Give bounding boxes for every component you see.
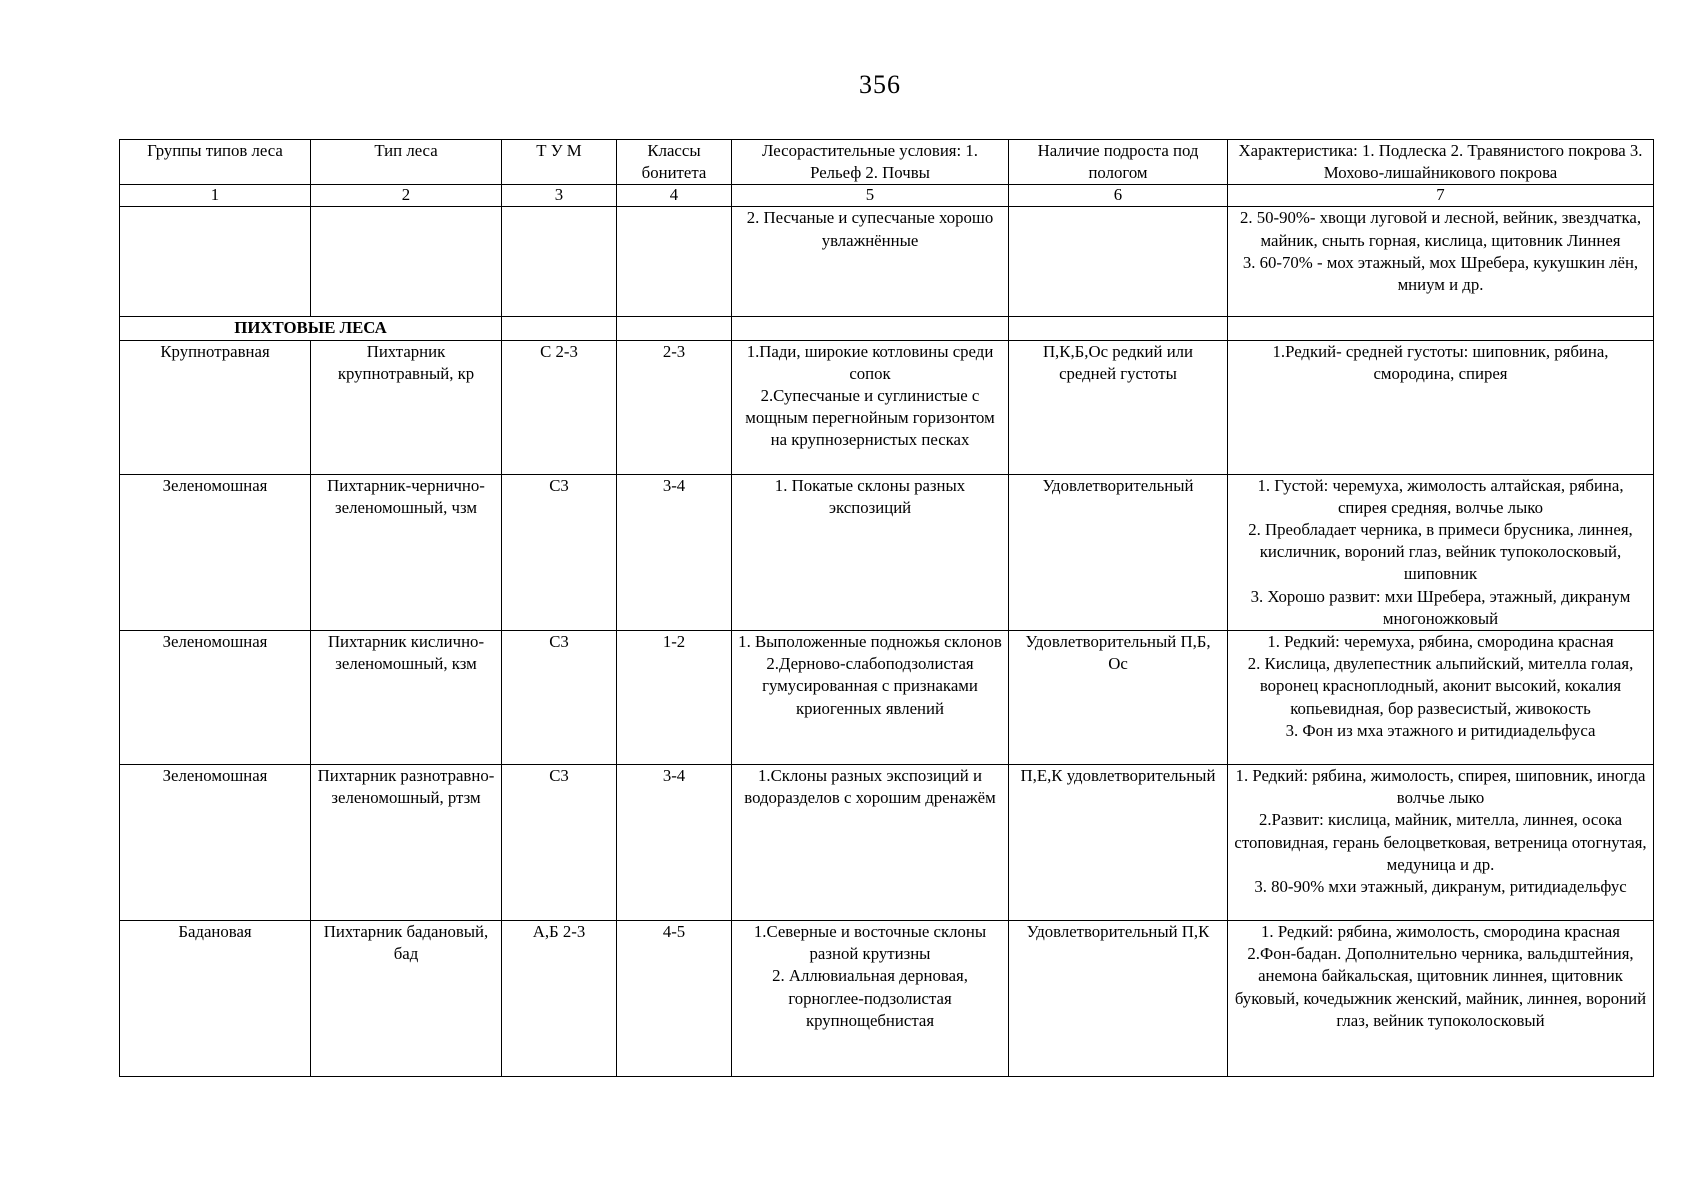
column-number-row: [120, 185, 1654, 207]
cell-group: Крупнотравная: [120, 340, 311, 474]
cell-line: 2.Супесчаные и суглинистые с мощным перегнойным горизонтом на крупнозернистых песках: [745, 386, 995, 450]
cell-group: Зеленомошная: [120, 474, 311, 630]
cell-conditions: [732, 765, 1009, 921]
cell-line: 1. Редкий: рябина, жимолость, спирея, шиповник, иногда волчье лыко: [1235, 766, 1646, 808]
cell-undergrowth: П,Е,К удовлетворительный: [1009, 765, 1228, 921]
column-number: 3: [502, 185, 617, 207]
header-cell-group: Группы типов леса: [120, 140, 311, 185]
cell-type: Пихтарник крупнотравный, кр: [311, 340, 502, 474]
cell-characteristics: [1228, 631, 1654, 765]
table-cell: [502, 207, 617, 317]
cell-tum: С3: [502, 765, 617, 921]
column-number: 6: [1009, 185, 1228, 207]
cell-undergrowth: П,К,Б,Ос редкий или средней густоты: [1009, 340, 1228, 474]
section-cell: [120, 317, 502, 340]
cell-characteristics: [1228, 765, 1654, 921]
cell-group: Зеленомошная: [120, 765, 311, 921]
table-cell: [732, 317, 1009, 340]
cell-type: Пихтарник-чернично-зеленомошный, чзм: [311, 474, 502, 630]
cell-line: 2. 50-90%- хвощи луговой и лесной, вейник, звездчатка, майник, сныть горная, кислица, щитовник Линнея: [1239, 208, 1642, 250]
cell-tum: С3: [502, 474, 617, 630]
table-row: [120, 340, 1654, 474]
header-cell-tum: Т У М: [502, 140, 617, 185]
cell-bonitet: 4-5: [617, 921, 732, 1077]
table-row: [120, 631, 1654, 765]
cell-undergrowth: Удовлетворительный П,Б, Ос: [1009, 631, 1228, 765]
section-title: ПИХТОВЫЕ ЛЕСА: [234, 318, 387, 338]
cell-characteristics: [1228, 340, 1654, 474]
cell-line: 2. Кислица, двулепестник альпийский, мителла голая, воронец красноплодный, аконит высокий, кокалия копьевидная, бор развесистый, живокость: [1247, 654, 1634, 718]
cell-line: 2. Аллювиальная дерновая, горноглее-подзолистая крупнощебнистая: [772, 966, 968, 1030]
page-number: 356: [859, 70, 901, 99]
column-number: 2: [311, 185, 502, 207]
cell-bonitet: 2-3: [617, 340, 732, 474]
cell-line: 3. Фон из мха этажного и ритидиадельфуса: [1285, 720, 1596, 740]
cell-line: 3. Хорошо развит: мхи Шребера, этажный, дикранум многоножковый: [1250, 586, 1631, 628]
cell-line: 1.Редкий- средней густоты: шиповник, рябина, смородина, спирея: [1272, 341, 1609, 383]
table-cell: [617, 317, 732, 340]
cell-line: 3. 80-90% мхи этажный, дикранум, ритидиадельфус: [1254, 877, 1627, 897]
cell-conditions: [732, 631, 1009, 765]
cell-group: Бадановая: [120, 921, 311, 1077]
table-row: [120, 474, 1654, 630]
table-cell: [311, 207, 502, 317]
cell-line: 1.Склоны разных экспозиций и водоразделов с хорошим дренажём: [744, 766, 996, 808]
cell-type: Пихтарник бадановый, бад: [311, 921, 502, 1077]
table-cell: [1009, 207, 1228, 317]
cell-group: Зеленомошная: [120, 631, 311, 765]
cell-conditions: [732, 340, 1009, 474]
cell-line: 1. Выположенные подножья склонов: [738, 632, 1002, 652]
header-cell-characteristics: Характеристика: 1. Подлеска 2. Травянистого покрова 3. Мохово-лишайникового покрова: [1228, 140, 1654, 185]
column-number: 1: [120, 185, 311, 207]
header-cell-undergrowth: Наличие подроста под пологом: [1009, 140, 1228, 185]
table-cell: [617, 207, 732, 317]
column-number: 7: [1228, 185, 1654, 207]
cell-tum: А,Б 2-3: [502, 921, 617, 1077]
header-cell-bonitet: Классы бонитета: [617, 140, 732, 185]
table-row: [120, 765, 1654, 921]
cell-undergrowth: Удовлетворительный П,К: [1009, 921, 1228, 1077]
cell-line: 1. Редкий: рябина, жимолость, смородина красная: [1261, 922, 1620, 942]
cell-tum: С3: [502, 631, 617, 765]
cell-line: 2.Фон-бадан. Дополнительно черника, вальдштейния, анемона байкальская, щитовник линнея, щитовник буковый, кочедыжник женский, майник, линнея, вороний глаз, вейник тупоколосковый: [1234, 944, 1647, 1030]
cell-line: 1.Пади, широкие котловины среди сопок: [746, 341, 994, 383]
header-cell-type: Тип леса: [311, 140, 502, 185]
cell-type: Пихтарник разнотравно-зеленомошный, ртзм: [311, 765, 502, 921]
column-number: 4: [617, 185, 732, 207]
cell-bonitet: 3-4: [617, 765, 732, 921]
cell-line: 1. Покатые склоны разных экспозиций: [774, 475, 966, 517]
header-cell-conditions: Лесорастительные условия: 1. Рельеф 2. Почвы: [732, 140, 1009, 185]
cell-line: 1. Редкий: черемуха, рябина, смородина красная: [1267, 632, 1614, 652]
cell-type: Пихтарник кислично-зеленомошный, кзм: [311, 631, 502, 765]
cell-line: 2. Преобладает черника, в примеси брусника, линнея, кисличник, вороний глаз, вейник тупоколосковый, шиповник: [1248, 520, 1633, 584]
table-cell: 2. Песчаные и супесчаные хорошо увлажнённые: [732, 207, 1009, 317]
cell-line: 1.Северные и восточные склоны разной крутизны: [753, 922, 987, 964]
column-number: 5: [732, 185, 1009, 207]
cell-conditions: [732, 921, 1009, 1077]
header-row: [120, 140, 1654, 185]
cell-tum: С 2-3: [502, 340, 617, 474]
table-cell: [502, 317, 617, 340]
table-cell: [1228, 207, 1654, 317]
table-cell: [1009, 317, 1228, 340]
cell-line: 3. 60-70% - мох этажный, мох Шребера, кукушкин лён, мниум и др.: [1242, 252, 1639, 295]
section-row: [120, 317, 1654, 340]
cell-characteristics: [1228, 474, 1654, 630]
cell-line: 1. Густой: черемуха, жимолость алтайская, рябина, спирея средняя, волчье лыко: [1257, 475, 1624, 517]
cell-line: 2.Дерново-слабоподзолистая гумусированная с признаками криогенных явлений: [762, 654, 978, 718]
cell-characteristics: [1228, 921, 1654, 1077]
cell-bonitet: 1-2: [617, 631, 732, 765]
cell-line: 2.Развит: кислица, майник, мителла, линнея, осока стоповидная, герань белоцветковая, ветреница отогнутая, медуница и др.: [1234, 810, 1647, 874]
table-cell: [120, 207, 311, 317]
cell-bonitet: 3-4: [617, 474, 732, 630]
table-cell: [1228, 317, 1654, 340]
table-row: [120, 921, 1654, 1077]
cell-undergrowth: Удовлетворительный: [1009, 474, 1228, 630]
cell-conditions: [732, 474, 1009, 630]
forest-types-table: [119, 139, 1654, 1077]
continuation-row: [120, 207, 1654, 317]
